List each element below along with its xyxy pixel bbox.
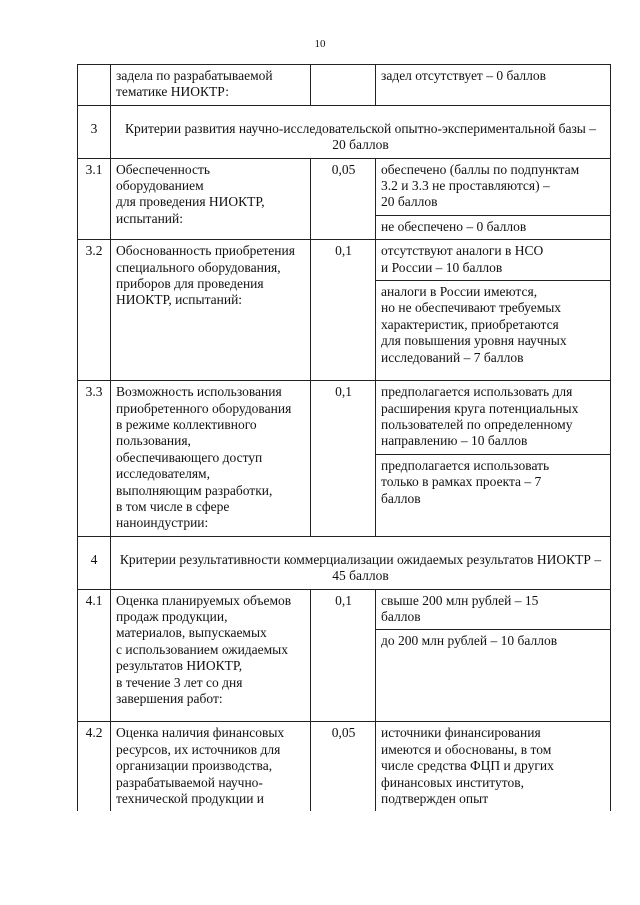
page-number: 10: [314, 38, 326, 50]
options-cell: [376, 240, 611, 381]
options-cell: [376, 65, 611, 106]
row-number: [78, 65, 111, 106]
section-title-text: Критерии результативности коммерциализации ожидаемых результатов НИОКТР – 45 баллов: [119, 551, 602, 584]
criterion-cell: Обеспеченность оборудованием для проведения НИОКТР, испытаний:: [111, 159, 311, 241]
options-cell: [376, 590, 611, 723]
weight-cell: 0,1: [311, 590, 376, 723]
section-number-text: 4: [90, 551, 98, 567]
option-text: свыше 200 млн рублей – 15 баллов: [381, 592, 539, 624]
criteria-table: [77, 64, 611, 811]
criterion-cell: задела по разрабатываемой тематике НИОКТР:: [111, 65, 311, 106]
criterion-cell: Оценка планируемых объемов продаж продукции, материалов, выпускаемых с использованием ожидаемых результатов НИОКТР, в течение 3 лет со дня завершения работ:: [111, 590, 311, 723]
option-text: не обеспечено – 0 баллов: [376, 215, 610, 239]
section-title-text: Критерии развития научно-исследовательской опытно-экспериментальной базы – 20 баллов: [125, 120, 596, 153]
option-text: до 200 млн рублей – 10 баллов: [376, 629, 610, 721]
section-number: [78, 106, 111, 159]
row-number: 3.2: [78, 240, 111, 381]
weight-cell: 0,1: [311, 381, 376, 537]
row-number: 4.1: [78, 590, 111, 723]
option-text: аналоги в России имеются, но не обеспечивают требуемых характеристик, приобретаются для повышения уровня научных исследований – 7 баллов: [376, 280, 610, 380]
option-text: источники финансирования имеются и обоснованы, в том числе средства ФЦП и других финансовых институтов, подтвержден опыт: [381, 725, 554, 807]
option-text: задел отсутствует – 0 баллов: [381, 68, 547, 83]
weight-cell: 0,1: [311, 240, 376, 381]
criterion-cell: Возможность использования приобретенного оборудования в режиме коллективного пользования, обеспечивающего доступ исследователям, выполняющим разработки, в том числе в сфере наноиндустрии:: [111, 381, 311, 537]
option-text: предполагается использовать для расширения круга потенциальных пользователей по определенному направлению – 10 баллов: [381, 384, 579, 449]
row-number: 3.3: [78, 381, 111, 537]
section-number: [78, 537, 111, 590]
criterion-cell: Обоснованность приобретения специального оборудования, приборов для проведения НИОКТР, испытаний:: [111, 240, 311, 381]
option-text: обеспечено (баллы по подпунктам 3.2 и 3.3 не проставляются) – 20 баллов: [381, 161, 580, 210]
row-number: 4.2: [78, 722, 111, 811]
option-text: предполагается использовать только в рамках проекта – 7 баллов: [376, 454, 610, 536]
options-cell: [376, 159, 611, 241]
section-title: [111, 106, 611, 159]
weight-cell: [311, 65, 376, 106]
option-text: отсутствуют аналоги в НСО и России – 10 баллов: [381, 243, 544, 275]
section-number-text: 3: [90, 120, 98, 136]
criterion-cell: Оценка наличия финансовых ресурсов, их источников для организации производства, разрабатываемой научно- технической продукции и: [111, 722, 311, 811]
options-cell: [376, 381, 611, 537]
options-cell: [376, 722, 611, 811]
weight-cell: 0,05: [311, 722, 376, 811]
row-number: 3.1: [78, 159, 111, 241]
section-title: [111, 537, 611, 590]
weight-cell: 0,05: [311, 159, 376, 241]
